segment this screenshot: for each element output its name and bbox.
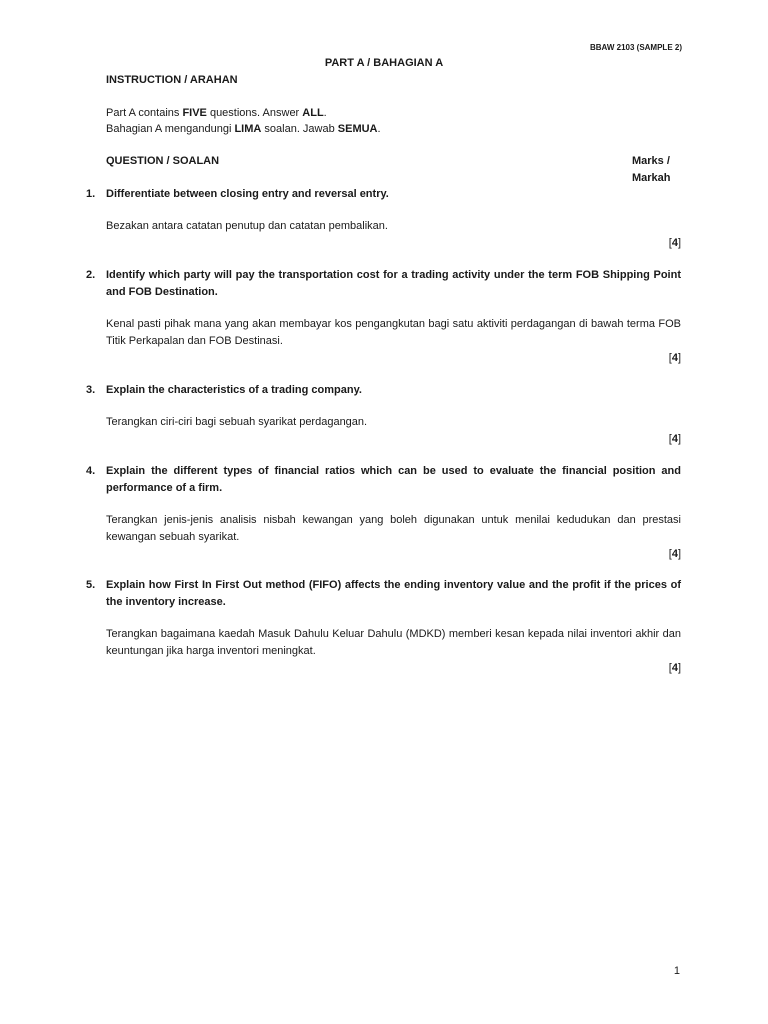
question-malay: Terangkan ciri-ciri bagi sebuah syarikat perdagangan.: [106, 416, 368, 428]
marks-header-line2: Markah: [632, 172, 671, 184]
question-item: [86, 577, 681, 677]
question-malay: Kenal pasti pihak mana yang akan membayar kos pengangkutan bagi satu aktiviti perdagangan di bawah terma FOB Titik Perkapalan dan FOB Destinasi.: [106, 318, 681, 347]
question-marks: [4]: [668, 662, 681, 674]
question-number: 1.: [86, 188, 96, 200]
question-item: [86, 186, 681, 252]
question-malay: Terangkan jenis-jenis analisis nisbah kewangan yang boleh digunakan untuk menilai kedudukan dan prestasi kewangan sebuah syarikat.: [106, 514, 681, 543]
question-number: 2.: [86, 269, 96, 281]
question-number: 5.: [86, 579, 96, 591]
question-item: [86, 382, 681, 448]
question-item: [86, 463, 681, 563]
question-english: Explain the different types of financial ratios which can be used to evaluate the financial position and performance of a firm.: [106, 465, 681, 494]
question-item: [86, 267, 681, 367]
question-malay: Terangkan bagaimana kaedah Masuk Dahulu Keluar Dahulu (MDKD) memberi kesan kepada nilai inventori akhir dan keuntungan jika harga inventori meningkat.: [106, 628, 681, 657]
question-number: 3.: [86, 384, 96, 396]
part-title: PART A / BAHAGIAN A: [324, 57, 444, 69]
question-marks: [4]: [668, 352, 681, 364]
question-number: 4.: [86, 465, 96, 477]
question-marks: [4]: [668, 237, 681, 249]
question-header: QUESTION / SOALAN: [106, 155, 220, 167]
question-english: Differentiate between closing entry and reversal entry.: [106, 188, 389, 200]
instructions-block: [106, 105, 686, 137]
instruction-label: INSTRUCTION / ARAHAN: [106, 74, 238, 86]
question-marks: [4]: [668, 548, 681, 560]
question-english: Identify which party will pay the transportation cost for a trading activity under the term FOB Shipping Point and FOB Destination.: [106, 269, 681, 298]
instruction-malay: Bahagian A mengandungi LIMA soalan. Jawab SEMUA.: [106, 123, 381, 135]
marks-header: [632, 153, 671, 187]
question-english: Explain how First In First Out method (FIFO) affects the ending inventory value and the profit if the prices of the inventory increase.: [106, 579, 681, 608]
instruction-english: Part A contains FIVE questions. Answer ALL.: [106, 107, 327, 119]
course-code: BBAW 2103 (SAMPLE 2): [589, 43, 682, 52]
page-number: 1: [673, 965, 680, 977]
question-malay: Bezakan antara catatan penutup dan catatan pembalikan.: [106, 220, 388, 232]
question-marks: [4]: [668, 433, 681, 445]
question-english: Explain the characteristics of a trading company.: [106, 384, 362, 396]
marks-header-line1: Marks /: [632, 155, 670, 167]
